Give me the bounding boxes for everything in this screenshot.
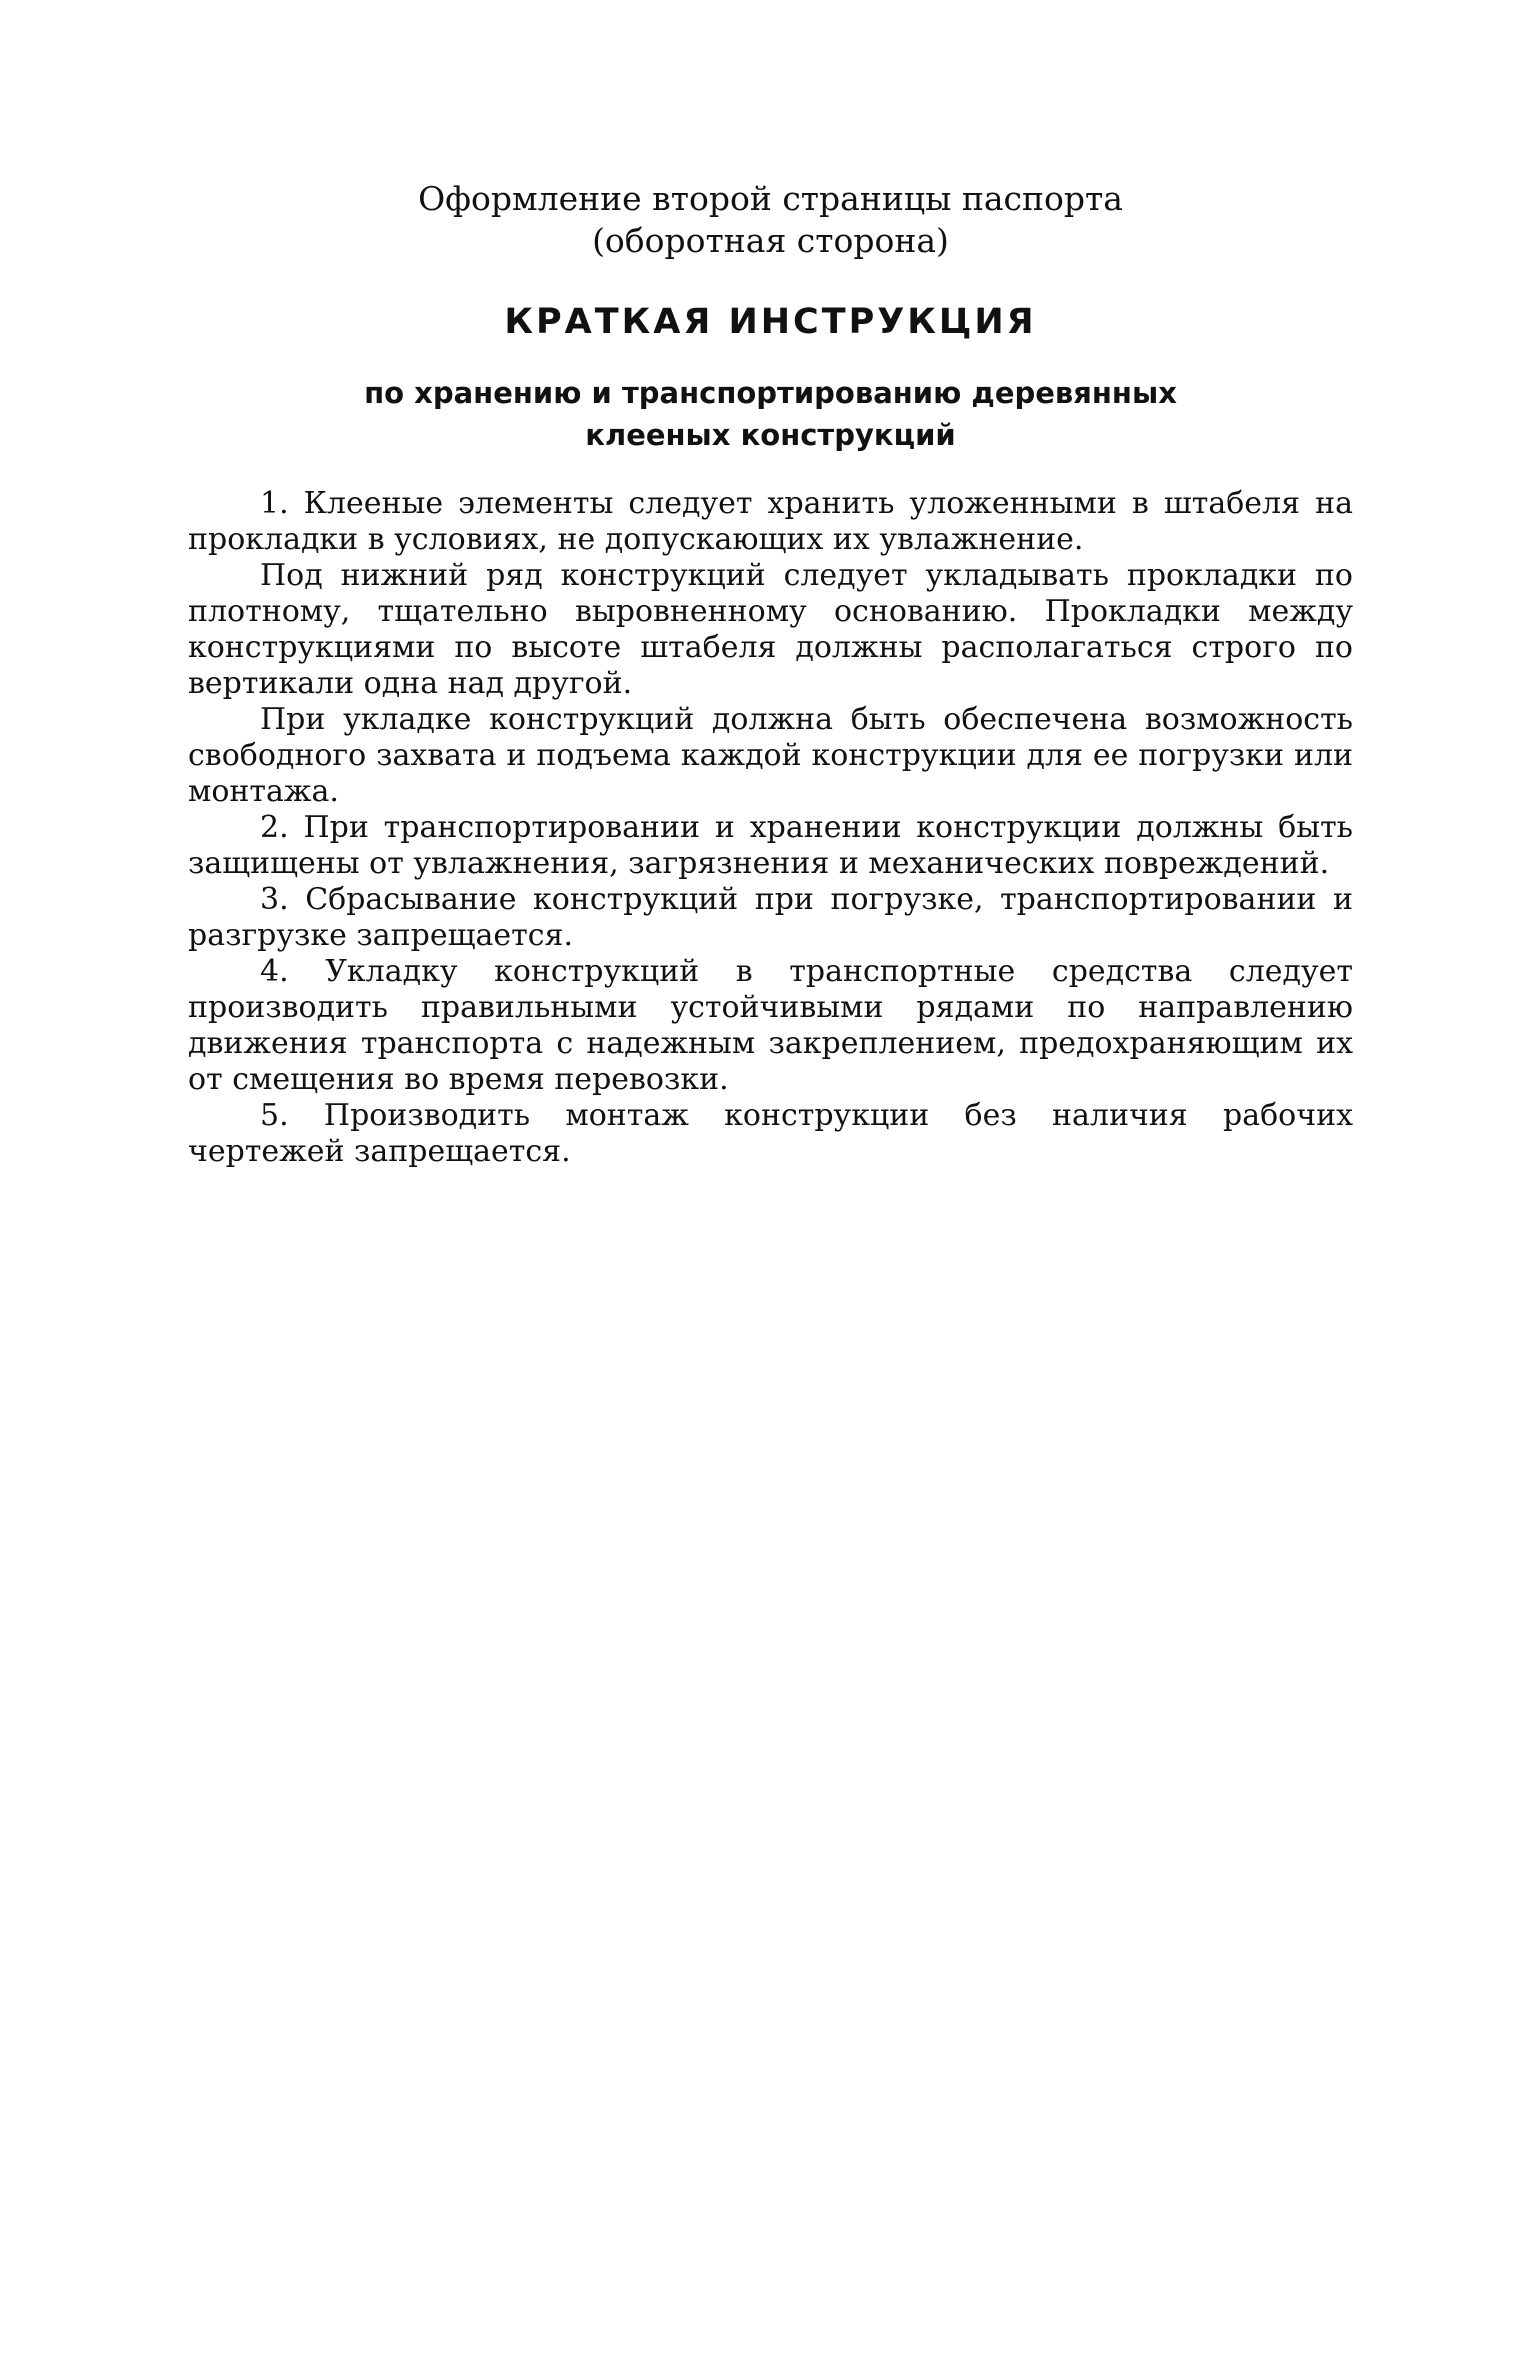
- caption-line-1: Оформление второй страницы паспорта: [418, 179, 1123, 218]
- document-page: [188, 178, 1353, 1170]
- paragraph-5: 5. Производить монтаж конструкции без наличия рабочих чертежей запрещается.: [188, 1098, 1353, 1169]
- subtitle-line-1: по хранению и транспортированию деревянных: [364, 376, 1177, 410]
- paragraph-4: 4. Укладку конструкций в транспортные средства следует производить правильными устойчивыми рядами по направлению движения транспорта с надежным закреплением, предохраняющим их от смещения во время перевозки.: [188, 954, 1353, 1097]
- subtitle-line-2: клееных конструкций: [585, 418, 956, 452]
- caption-line-2: (оборотная сторона): [592, 221, 949, 260]
- paragraph-3: 3. Сбрасывание конструкций при погрузке, транспортировании и разгрузке запрещается.: [188, 882, 1353, 953]
- document-title: КРАТКАЯ ИНСТРУКЦИЯ: [504, 302, 1037, 342]
- document-subtitle: [188, 372, 1353, 456]
- paragraph-1-access: При укладке конструкций должна быть обеспечена возможность свободного захвата и подъема каждой конструкции для ее погрузки или монтажа.: [188, 702, 1353, 809]
- page-caption: [188, 178, 1353, 262]
- paragraph-1: 1. Клееные элементы следует хранить уложенными в штабеля на прокладки в условиях, не допускающих их увлажнение.: [188, 486, 1353, 557]
- instruction-body: [188, 486, 1353, 1170]
- paragraph-2: 2. При транспортировании и хранении конструкции должны быть защищены от увлажнения, загрязнения и механических повреждений.: [188, 810, 1353, 881]
- paragraph-1-support: Под нижний ряд конструкций следует укладывать прокладки по плотному, тщательно выровненному основанию. Прокладки между конструкциями по высоте штабеля должны располагаться строго по вертикали одна над другой.: [188, 558, 1353, 701]
